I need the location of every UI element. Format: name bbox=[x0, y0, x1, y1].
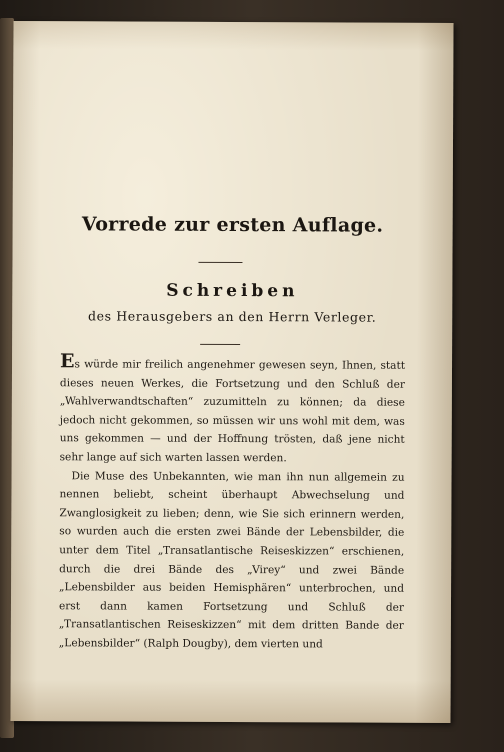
paragraph bbox=[59, 467, 405, 654]
initial-letter: E bbox=[59, 350, 75, 373]
page-heading: Vorrede zur ersten Auflage. bbox=[81, 213, 384, 237]
letter-subtitle: des Herausgebers an den Herrn Verleger. bbox=[88, 308, 377, 325]
book-page bbox=[10, 21, 453, 723]
letter-title: Schreiben bbox=[166, 280, 299, 302]
paragraph-text: s würde mir freilich angenehmer gewesen seyn, Ihnen, statt dieses neuen Werkes, die Fortsetzung und den Schluß der „Wahlverwandtschaften“ zuzumitteln zu können; da diese jedoch nicht gekommen, so müssen wir uns wohl mit dem, was uns gekommen — und der Hoffnung trösten, daß jene nicht sehr lange auf sich warten lassen werden. bbox=[59, 358, 406, 465]
paragraph bbox=[59, 350, 406, 468]
body-text bbox=[58, 350, 406, 654]
divider-rule bbox=[198, 262, 242, 263]
paragraph-text: Die Muse des Unbekannten, wie man ihn nun allgemein zu nennen beliebt, scheint überhaupt Abwechselung und Zwanglosigkeit zu lieben; denn, wie Sie sich erinnern werden, so wurden auch die ersten zwei Bände der Lebensbilder, die unter dem Titel „Transatlantische Reiseskizzen“ erschienen, durch die drei Bände des „Virey“ und zwei Bände „Lebensbilder aus beiden Hemisphären“ unterbrochen, und erst dann kamen Fortsetzung und Schluß der „Transatlantischen Reiseskizzen“ mit dem dritten Bande der „Lebensbilder“ (Ralph Dougby), dem vierten und bbox=[58, 469, 405, 651]
divider-rule bbox=[200, 344, 240, 345]
